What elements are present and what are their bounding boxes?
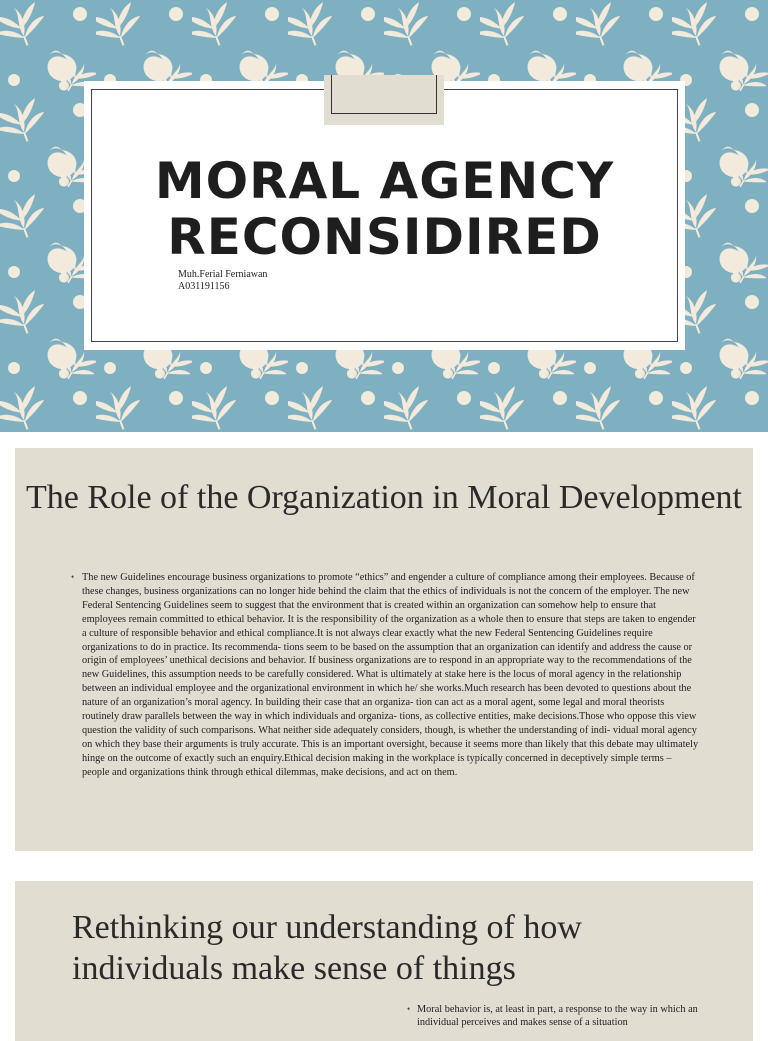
- bullet-list: [71, 571, 701, 780]
- bullet-list: [407, 1003, 707, 1029]
- author-block: [178, 269, 267, 293]
- slide-role-of-organization: [15, 448, 753, 851]
- slide-rethinking-understanding: [15, 881, 753, 1041]
- bullet-item: • Moral behavior is, at least in part, a response to the way in which an individual perceives and makes sense of a situation: [407, 1003, 707, 1029]
- title-card: [84, 81, 685, 350]
- presentation-title: MORAL AGENCY RECONSIDIRED: [154, 152, 615, 266]
- author-student-id: A031191156: [178, 281, 230, 292]
- bullet-item: • The new Guidelines encourage business organizations to promote “ethics” and engender a culture of compliance among their employees. Because of these changes, business organizations can no longer hide behind the claim that the ethics of individuals is not the concern of the employer. The new Federal Sentencing Guidelines seem to suggest that the environment that is created within an organization can somehow help to ensure that employees remain committed to ethical behavior. It is the responsibility of the organization as a whole then to ensure that steps are taken to engender a culture of responsible behavior and ethical compliance.It is not always clear exactly what the new Federal Sentencing Guidelines require organizations to do in practice. Its recommenda- tions seem to be based on the assumption that an organization can identify and address the cause or origin of employees’ unethical decisions and behavior. If business organizations are to respond in an appropriate way to the recommendations of the new Guidelines, this assumption needs to be carefully considered. What is ultimately at stake here is the locus of moral agency in the relationship between an individual employee and the organizational environment in which he/ she works.Much research has been devoted to questions about the nature of an organization’s moral agency. In building their case that an organiza- tion can act as a moral agent, some legal and moral theorists routinely draw parallels between the way in which individuals and organiza- tions, as collective entities, make decisions.Those who oppose this view question the validity of such comparisons. What neither side adequately considers, though, is whether the understanding of indi- vidual moral agency on which they base their arguments is truly accurate. This is an important oversight, because it seems more than likely that this debate may ultimately hinge on the outcome of exactly such an enquiry.Ethical decision making in the workplace is typically concerned in deceptively simple terms – people and organizations think through ethical dilemmas, make decisions, and act on them.: [71, 571, 701, 780]
- slide-title: The Role of the Organization in Moral Development: [25, 479, 742, 516]
- title-slide: [0, 0, 768, 432]
- author-name: Muh.Ferial Ferniawan: [178, 269, 268, 280]
- title-card-tab: [324, 75, 444, 125]
- slide-title: Rethinking our understanding of how individuals make sense of things: [72, 909, 582, 987]
